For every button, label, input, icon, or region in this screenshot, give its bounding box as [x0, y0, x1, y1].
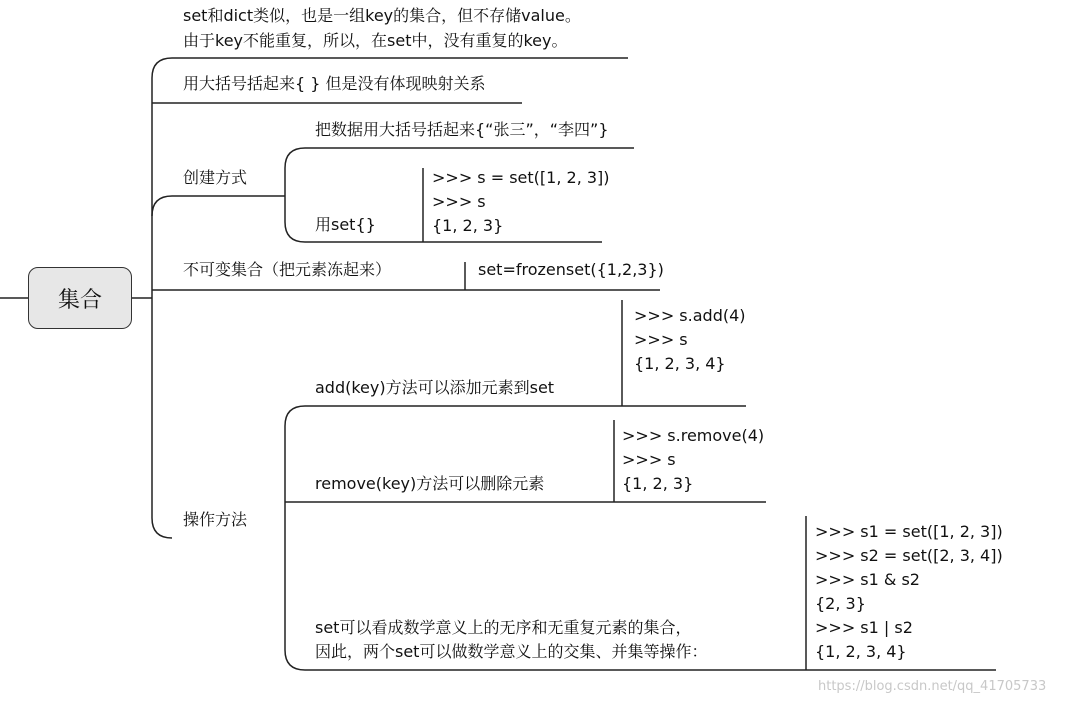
math-code-line-4: {2, 3} — [815, 594, 866, 613]
trunk — [152, 58, 172, 538]
math-code-line-6: {1, 2, 3, 4} — [815, 642, 907, 661]
intro-line-1: set和dict类似，也是一组key的集合，但不存储value。 — [183, 6, 581, 25]
ops-node-label: 操作方法 — [183, 510, 248, 529]
braces-example-label: 把数据用大括号括起来{“张三”，“李四”} — [315, 120, 609, 139]
set-constructor-label: 用set{} — [315, 215, 376, 234]
create-node-label: 创建方式 — [183, 168, 248, 187]
remove-code-line-1: >>> s.remove(4) — [622, 426, 765, 445]
add-method-label: add(key)方法可以添加元素到set — [315, 378, 555, 397]
watermark-url: https://blog.csdn.net/qq_41705733 — [818, 679, 1047, 694]
root-label: 集合 — [57, 287, 102, 313]
math-code-line-5: >>> s1 | s2 — [815, 618, 913, 637]
remove-code-line-2: >>> s — [622, 450, 676, 469]
math-code-line-3: >>> s1 & s2 — [815, 570, 920, 589]
remove-code-line-3: {1, 2, 3} — [622, 474, 694, 493]
math-ops-line-2: 因此，两个set可以做数学意义上的交集、并集等操作： — [315, 642, 708, 661]
ops-sub-connector — [285, 406, 305, 670]
add-code-line-1: >>> s.add(4) — [634, 306, 746, 325]
math-code-line-2: >>> s2 = set([2, 3, 4]) — [815, 546, 1003, 565]
frozen-node-label: 不可变集合（把元素冻起来） — [183, 260, 392, 279]
math-code-line-1: >>> s1 = set([1, 2, 3]) — [815, 522, 1003, 541]
add-code-line-3: {1, 2, 3, 4} — [634, 354, 726, 373]
create-sub-connector — [285, 148, 305, 242]
create-code-line-1: >>> s = set([1, 2, 3]) — [432, 168, 610, 187]
frozen-code: set=frozenset({1,2,3}) — [478, 260, 664, 279]
intro-line-2: 由于key不能重复，所以，在set中，没有重复的key。 — [183, 31, 568, 50]
math-ops-line-1: set可以看成数学意义上的无序和无重复元素的集合， — [315, 618, 692, 637]
add-code-line-2: >>> s — [634, 330, 688, 349]
create-underline — [152, 196, 285, 216]
braces-node-label: 用大括号括起来{ } 但是没有体现映射关系 — [183, 74, 486, 93]
create-code-line-2: >>> s — [432, 192, 486, 211]
remove-method-label: remove(key)方法可以删除元素 — [315, 474, 545, 493]
create-code-line-3: {1, 2, 3} — [432, 216, 504, 235]
root-node-collection[interactable] — [28, 267, 132, 329]
